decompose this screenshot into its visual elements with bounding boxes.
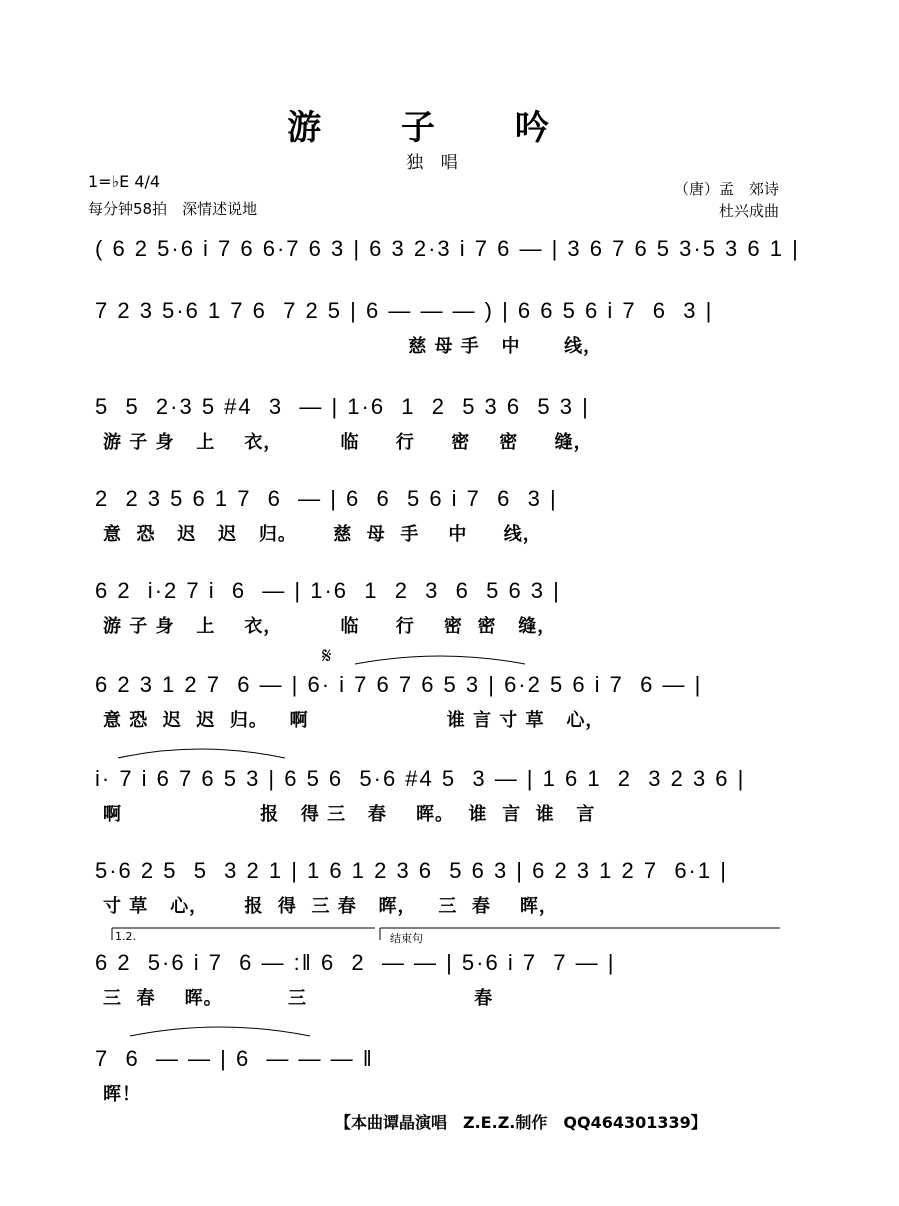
notation-line: i· 7 i 6 7 6 5 3 | 6 5 6 5·6 #4 5 3 — | 1 6 1 2 3 2 3 6 | — [95, 766, 746, 791]
performance-type: 独 唱 — [406, 153, 464, 173]
lyric-line: 三 春 晖。 三 春 — [103, 988, 494, 1009]
lyric-line: 寸 草 心， 报 得 三 春 晖， 三 春 晖， — [103, 896, 558, 917]
score-row-8 — [95, 858, 795, 938]
lyric-line: 啊 报 得 三 春 晖。 谁 言 谁 言 — [103, 804, 596, 825]
tempo-marking: 每分钟58拍 深情述说地 — [88, 200, 258, 218]
volta-bracket-label: 1.2. — [115, 930, 136, 943]
notation-line: 6 2 5·6 i 7 6 — :‖ 6 2 — — | 5·6 i 7 7 — | — [95, 950, 616, 975]
score-row-9 — [95, 950, 795, 1030]
song-title: 游 子 吟 — [287, 108, 583, 148]
notation-line: 7 2 3 5·6 1 7 6 7 2 5 | 6 — — — ) | 6 6 5 6 i 7 6 3 | — [95, 298, 714, 323]
segno-icon: 𝄋 — [322, 644, 332, 669]
score-row-6 — [95, 672, 795, 752]
notation-line: 6 2 3 1 2 7 6 — | 6· i 7 6 7 6 5 3 | 6·2 5 6 i 7 6 — | — [95, 672, 703, 697]
ending-label: 结束句 — [390, 932, 423, 945]
lyricist-credit: （唐）孟 郊诗 — [673, 180, 779, 198]
notation-line: ( 6 2 5·6 i 7 6 6·7 6 3 | 6 3 2·3 i 7 6 — | 3 6 7 6 5 3·5 3 6 1 | — [95, 236, 800, 261]
notation-line: 6 2 i·2 7 i 6 — | 1·6 1 2 3 6 5 6 3 | — [95, 578, 561, 603]
score-row-3 — [95, 394, 795, 474]
score-row-7 — [95, 766, 795, 846]
score-row-2 — [95, 298, 795, 378]
score-row-4 — [95, 486, 795, 566]
notation-line: 5·6 2 5 5 3 2 1 | 1 6 1 2 3 6 5 6 3 | 6 2 3 1 2 7 6·1 | — [95, 858, 728, 883]
lyric-line: 晖！ — [103, 1084, 141, 1105]
notation-line: 5 5 2·3 5 #4 3 — | 1·6 1 2 5 3 6 5 3 | — [95, 394, 590, 419]
notation-line: 2 2 3 5 6 1 7 6 — | 6 6 5 6 i 7 6 3 | — [95, 486, 558, 511]
lyric-line: 意 恐 迟 迟 归。 慈 母 手 中 线， — [103, 524, 542, 545]
notation-line: 7 6 — — | 6 — — — ‖ — [95, 1046, 374, 1071]
lyric-line: 慈 母 手 中 线， — [103, 336, 603, 357]
composer-credit: 杜兴成曲 — [718, 202, 779, 220]
key-signature: 1=♭E 4/4 — [88, 172, 161, 191]
lyric-line: 游 子 身 上 衣， 临 行 密 密 缝， — [103, 432, 593, 453]
lyric-line: 游 子 身 上 衣， 临 行 密 密 缝， — [103, 616, 557, 637]
score-row-5 — [95, 578, 795, 658]
lyric-line: 意 恐 迟 迟 归。 啊 谁 言 寸 草 心， — [103, 710, 605, 731]
footer-credit: 【本曲谭晶演唱 Z.E.Z.制作 QQ464301339】 — [335, 1113, 707, 1132]
